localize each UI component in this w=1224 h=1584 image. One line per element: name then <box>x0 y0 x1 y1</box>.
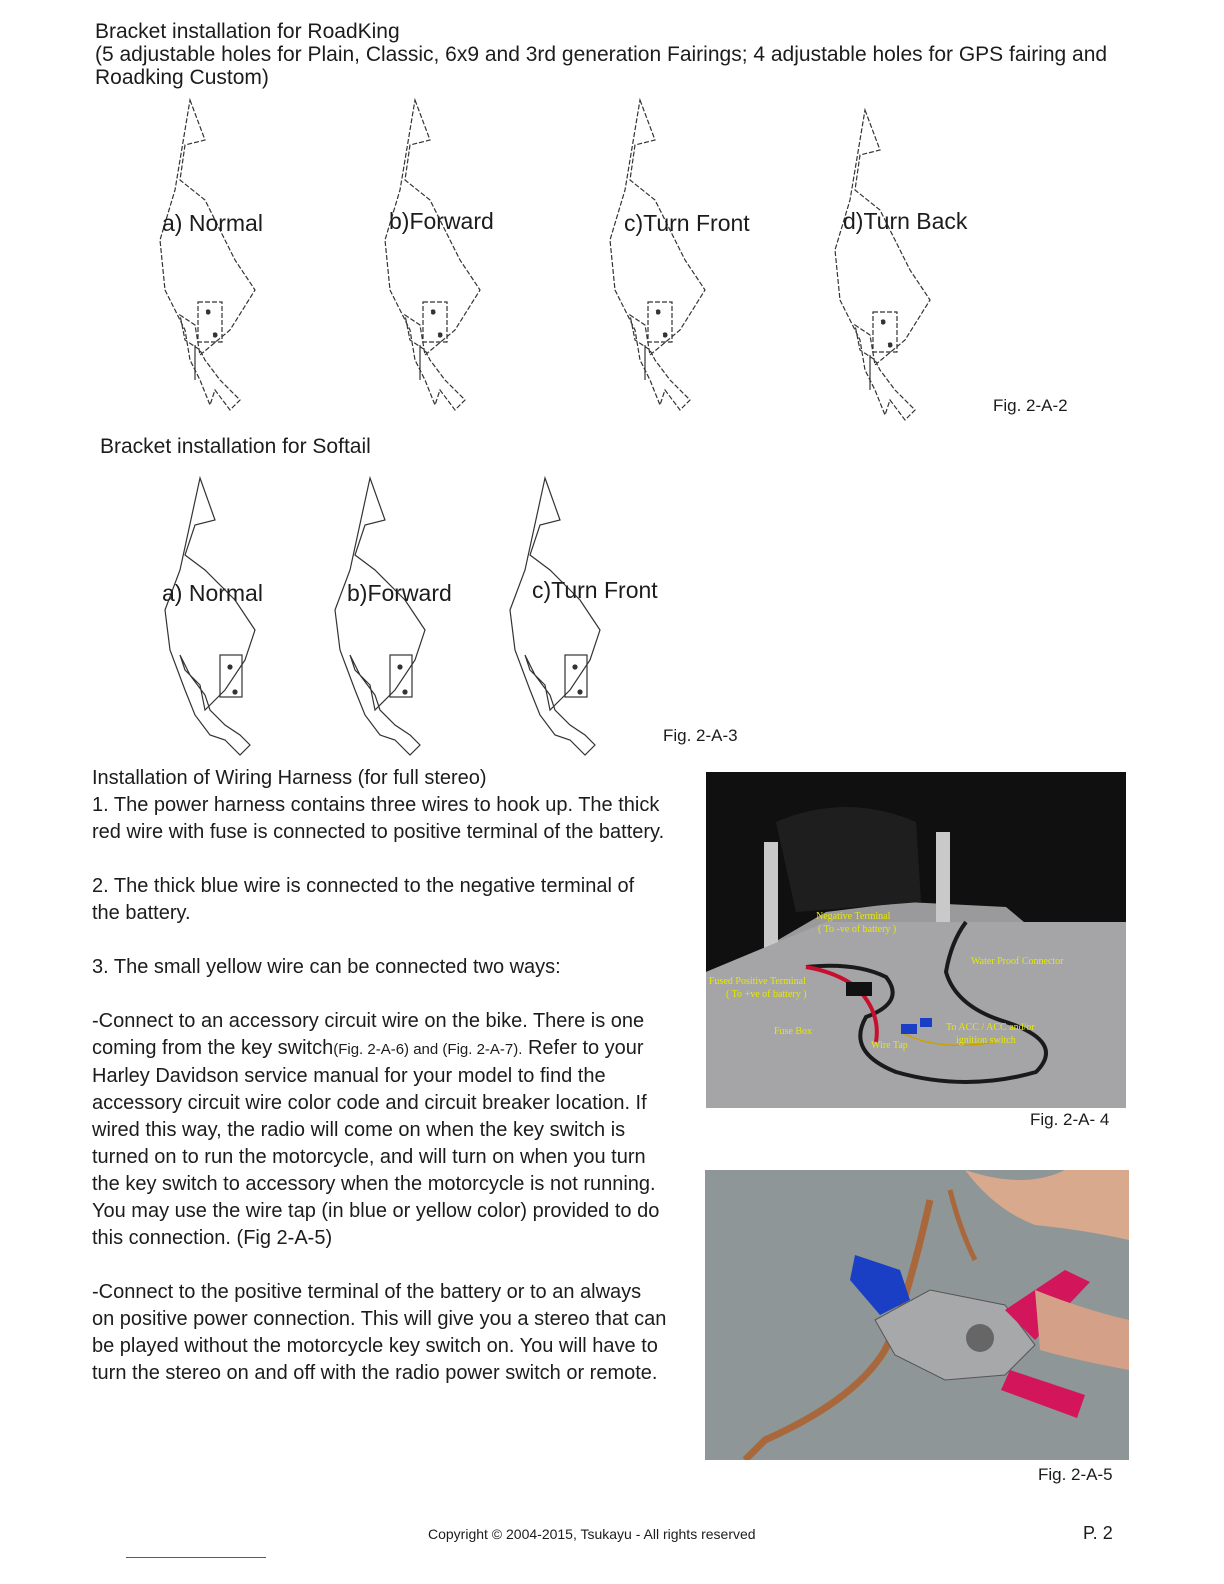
annotation-waterproof-connector: Water Proof Connector <box>971 956 1064 967</box>
softail-drawing-normal <box>165 478 255 755</box>
wiring-harness-photo <box>706 772 1126 1108</box>
annotation-wire-tap: Wire Tap <box>871 1040 908 1051</box>
roadking-drawing-forward <box>385 100 480 410</box>
roadking-header <box>95 20 1145 89</box>
softail-label-normal: a) Normal <box>162 580 263 606</box>
softail-label-turn-front: c)Turn Front <box>532 577 658 603</box>
roadking-title: Bracket installation for RoadKing <box>95 20 400 43</box>
roadking-drawing-turn-back <box>835 110 930 420</box>
roadking-label-turn-front: c)Turn Front <box>624 210 750 236</box>
softail-title: Bracket installation for Softail <box>100 435 371 458</box>
wiring-option-accessory <box>92 1008 667 1252</box>
softail-bracket-drawings <box>0 460 800 760</box>
wiring-option-accessory-detail: Refer to your Harley Davidson service manual for your model to find the accessory circuit wire color code and circuit breaker location. If wired this way, the radio will come on when the key switch is turned on to run the motorcycle, and will turn on when you turn the key switch to accessory when the motorcycle is not running. You may use the wire tap (in blue or yellow color) provided to do this connection. (Fig 2-A-5) <box>92 1037 660 1249</box>
annotation-fused-positive-note: ( To +ve of battery ) <box>726 989 807 1000</box>
annotation-fused-positive: Fused Positive Terminal <box>709 976 806 987</box>
figure-2-a-2-caption: Fig. 2-A-2 <box>993 396 1068 415</box>
softail-drawing-forward <box>335 478 425 755</box>
wiring-step-3: 3. The small yellow wire can be connected two ways: <box>92 956 561 978</box>
annotation-fuse-box: Fuse Box <box>774 1026 813 1037</box>
roadking-bracket-drawings <box>0 80 1224 430</box>
wire-tap-crimp-photo <box>705 1170 1129 1460</box>
wiring-option-accessory-intro: -Connect to an accessory circuit wire on the bike. There is one coming from the key switch <box>92 1010 645 1059</box>
figure-2-a-4-caption: Fig. 2-A- 4 <box>1030 1110 1110 1129</box>
figure-2-a-5-caption: Fig. 2-A-5 <box>1038 1465 1113 1484</box>
roadking-label-normal: a) Normal <box>162 210 263 236</box>
roadking-subtitle: (5 adjustable holes for Plain, Classic, 6x9 and 3rd generation Fairings; 4 adjustable holes for GPS fairing and Roadking Custom) <box>95 43 1108 89</box>
wiring-step-2: 2. The thick blue wire is connected to the negative terminal of the battery. <box>92 875 635 924</box>
roadking-label-turn-back: d)Turn Back <box>843 208 968 234</box>
annotation-negative-terminal-note: ( To -ve of battery ) <box>818 924 897 935</box>
annotation-negative-terminal: Negative Terminal <box>816 911 891 922</box>
wiring-option-battery: -Connect to the positive terminal of the battery or to an always on positive power connection. This will give you a stereo that can be played without the motorcycle key switch on. You will have to turn the stereo on and off with the radio power switch or remote. <box>92 1281 667 1384</box>
copyright-notice: Copyright © 2004-2015, Tsukayu - All rights reserved <box>428 1526 756 1542</box>
wiring-harness-section <box>92 765 667 1387</box>
roadking-label-forward: b)Forward <box>389 208 494 234</box>
page-number: P. 2 <box>1083 1523 1113 1543</box>
wiring-heading: Installation of Wiring Harness (for full stereo) <box>92 767 487 789</box>
wiring-step-1: 1. The power harness contains three wires to hook up. The thick red wire with fuse is connected to positive terminal of the battery. <box>92 794 665 843</box>
annotation-ignition: ignition switch <box>956 1035 1016 1046</box>
annotation-acc: To ACC / ACC and/or <box>946 1022 1035 1033</box>
figure-2-a-3-caption: Fig. 2-A-3 <box>663 726 738 745</box>
softail-drawing-turn-front <box>510 478 600 755</box>
softail-label-forward: b)Forward <box>347 580 452 606</box>
roadking-drawing-normal <box>160 100 255 410</box>
footer-divider <box>126 1557 266 1558</box>
roadking-drawing-turn-front <box>610 100 705 410</box>
figure-reference-2-a-6-2-a-7: (Fig. 2-A-6) and (Fig. 2-A-7). <box>333 1041 523 1058</box>
